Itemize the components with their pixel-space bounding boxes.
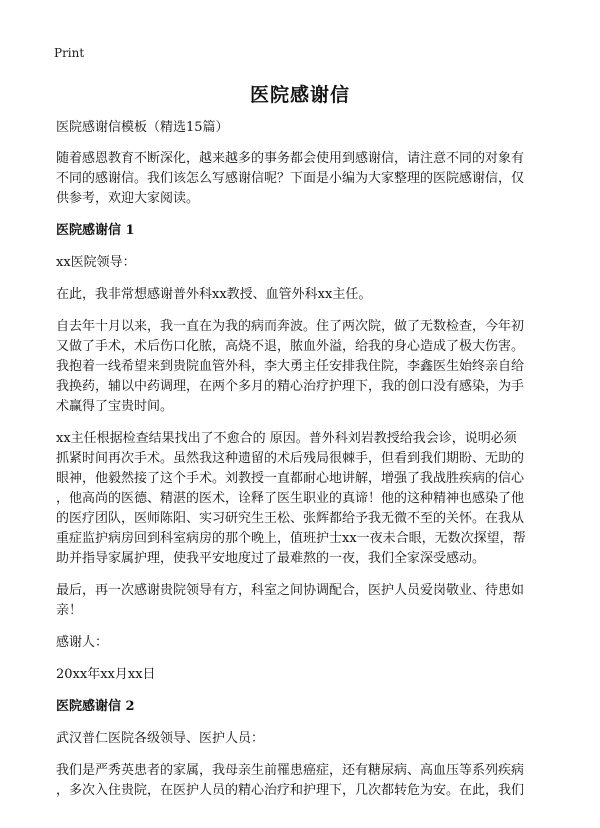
letter2-salutation: 武汉普仁医院各级领导、医护人员：	[56, 731, 265, 746]
text-line: ，多次入住贵院，在医护人员的精心治疗和护理下，几次都转危为安。在此，我们	[56, 783, 525, 798]
text-line: 不同的感谢信。我们该怎么写感谢信呢？下面是小编为大家整理的医院感谢信，仅	[56, 171, 525, 186]
text-line: 眼神，他毅然接了这个手术。刘教授一直都耐心地讲解，增强了我战胜疾病的信心	[56, 471, 525, 486]
text-line: 自去年十月以来，我一直在为我的病而奔波。住了两次院，做了无数检查，今年初	[56, 319, 525, 334]
text-line: 我抱着一线希望来到贵院血管外科，李大勇主任安排我住院，李鑫医生始终亲自给	[56, 359, 525, 374]
print-label: Print	[54, 46, 85, 60]
text-line: 又做了手术，术后伤口化脓，高烧不退，脓血外溢，给我的身心造成了极大伤害。	[56, 339, 525, 354]
document-body	[56, 119, 552, 813]
letter1-paragraph-2	[56, 317, 552, 417]
text-line: 的医疗团队，医师陈阳、实习研究生王松、张辉都给予我无微不至的关怀。在我从	[56, 511, 525, 526]
text-line: 我换药，辅以中药调理，在两个多月的精心治疗护理下，我的创口没有感染，为手	[56, 379, 525, 394]
text-line: 最后，再一次感谢贵院领导有方，科室之间协调配合，医护人员爱岗敬业、待患如	[56, 583, 525, 598]
text-line: 抓紧时间再次手术。虽然我这种遗留的术后残局很棘手，但看到我们期盼、无助的	[56, 451, 525, 466]
letter1-closing: 感谢人：	[56, 635, 109, 650]
letter1-heading: 医院感谢信 1	[56, 223, 135, 238]
letter1-paragraph-3	[56, 429, 552, 569]
text-line: 助并指导家属护理，使我平安地度过了最难熬的一夜，我们全家深受感动。	[56, 551, 486, 566]
document-subtitle: 医院感谢信模板（精选15篇）	[56, 120, 229, 135]
text-line: ，他高尚的医德、精湛的医术，诠释了医生职业的真谛！他的这种精神也感染了他	[56, 491, 525, 506]
letter1-salutation: xx医院领导：	[56, 255, 136, 270]
page-title: 医院感谢信	[249, 84, 350, 106]
text-line: 重症监护病房回到科室病房的那个晚上，值班护士xx一夜未合眼，无数次探望，帮	[56, 531, 526, 546]
text-line: 术赢得了宝贵时间。	[56, 399, 174, 414]
text-line: 供参考，欢迎大家阅读。	[56, 191, 200, 206]
text-line: 随着感恩教育不断深化，越来越多的事务都会使用到感谢信，请注意不同的对象有	[56, 151, 525, 166]
text-line: xx主任根据检查结果找出了不愈合的 原因。普外科刘岩教授给我会诊，说明必须	[56, 431, 517, 446]
text-line: 亲！	[56, 603, 83, 618]
letter2-paragraph-1	[56, 761, 552, 801]
text-line: 我们是严秀英患者的家属，我母亲生前罹患癌症，还有糖尿病、高血压等系列疾病	[56, 763, 525, 778]
letter1-paragraph-4	[56, 581, 552, 621]
letter2-heading: 医院感谢信 2	[56, 699, 135, 714]
letter1-date: 20xx年xx月xx日	[56, 667, 156, 682]
intro-paragraph	[56, 149, 552, 209]
letter1-paragraph-1: 在此，我非常想感谢普外科xx教授、血管外科xx主任。	[56, 287, 372, 302]
